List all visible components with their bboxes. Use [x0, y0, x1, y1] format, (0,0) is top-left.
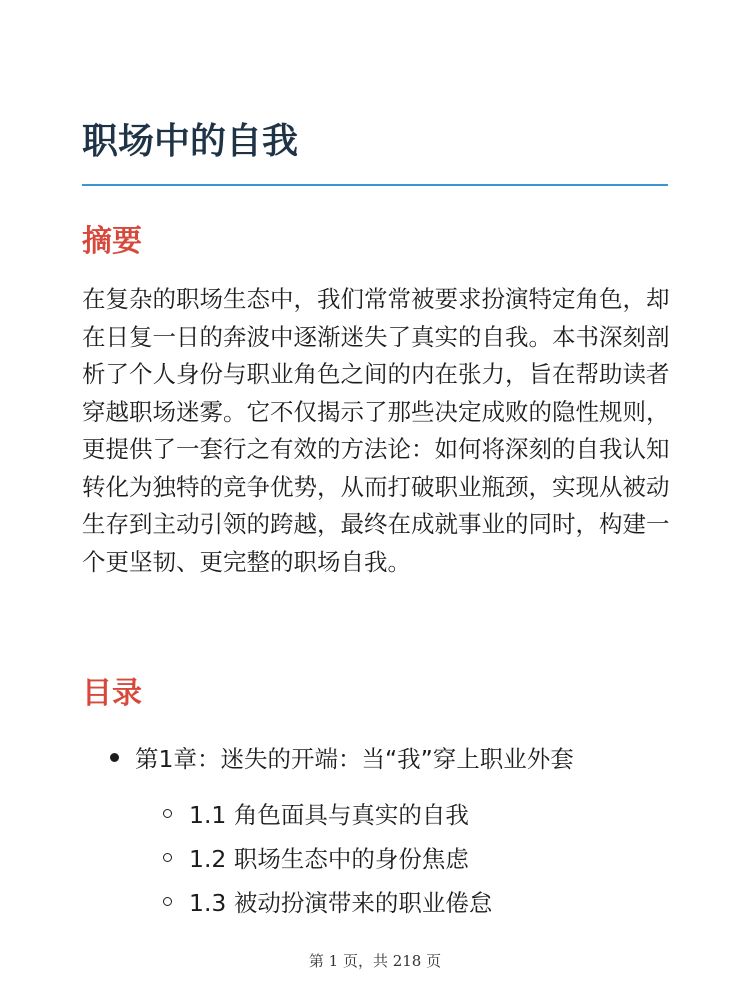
hollow-bullet-icon [163, 897, 172, 906]
page-number-footer: 第 1 页，共 218 页 [308, 952, 442, 970]
filled-bullet-icon [110, 753, 119, 762]
toc-section-label: 1.1 角色面具与真实的自我 [189, 801, 469, 829]
hollow-bullet-icon [163, 853, 172, 862]
abstract-paragraph: 在复杂的职场生态中，我们常常被要求扮演特定角色，却在日复一日的奔波中逐渐迷失了真实的自我。本书深刻剖析了个人身份与职业角色之间的内在张力，旨在帮助读者穿越职场迷雾。它不仅揭示了那些决定成败的隐性规则，更提供了一套行之有效的方法论：如何将深刻的自我认知转化为独特的竞争优势，从而打破职业瓶颈，实现从被动生存到主动引领的跨越，最终在成就事业的同时，构建一个更坚韧、更完整的职场自我。 [82, 285, 670, 576]
toc-section-1-2[interactable] [163, 837, 469, 877]
abstract-heading: 摘要 [82, 224, 142, 259]
toc-section-label: 1.3 被动扮演带来的职业倦怠 [189, 889, 493, 917]
toc-section-1-1[interactable] [163, 793, 469, 833]
toc-section-label: 1.2 职场生态中的身份焦虑 [189, 845, 469, 873]
toc-section-1-3[interactable] [163, 881, 492, 921]
hollow-bullet-icon [163, 809, 172, 818]
title-divider [82, 184, 668, 186]
toc-chapter-label: 第1章：迷失的开端：当“我”穿上职业外套 [135, 745, 574, 773]
book-title: 职场中的自我 [82, 121, 299, 162]
toc-chapter-1[interactable] [110, 737, 574, 777]
toc-heading: 目录 [82, 676, 142, 711]
